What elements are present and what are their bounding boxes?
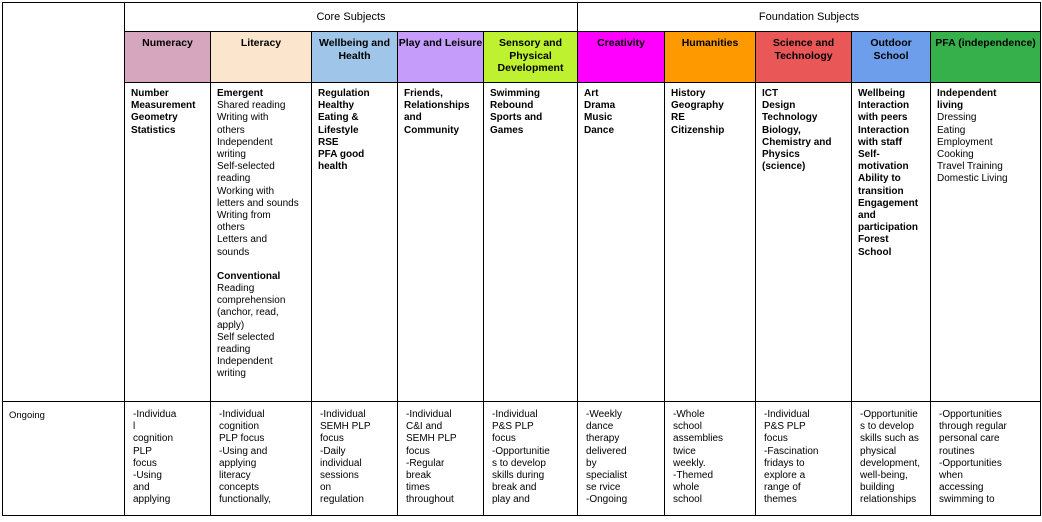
- ongoing-literacy: [211, 402, 312, 516]
- row-label-ongoing: Ongoing: [3, 402, 125, 516]
- content-heading: History Geography RE Citizenship: [671, 88, 725, 136]
- ongoing-humanities: [665, 402, 756, 516]
- ongoing-creativity: [578, 402, 665, 516]
- content-heading: ICT Design Technology Biology, Chemistry and Physics (science): [762, 88, 832, 173]
- content-heading: Friends, Relationships and Community: [404, 88, 470, 136]
- subject-content-play-and-leisure: [398, 83, 484, 402]
- subject-header-numeracy: Numeracy: [125, 32, 211, 83]
- subject-content-sensory-and-physical-development: [484, 83, 578, 402]
- ongoing-text: -Individual P&S PLP focus -Fascination fridays to explore a range of themes: [764, 409, 819, 506]
- content-heading: Regulation Healthy Eating & Lifestyle RSE PFA good health: [318, 88, 370, 173]
- content-heading: Emergent: [217, 88, 264, 99]
- subject-header-sensory-and-physical-development: Sensory and Physical Development: [484, 32, 578, 83]
- content-items: Reading comprehension (anchor, read, apply) Self selected reading Independent writing: [217, 283, 286, 380]
- ongoing-science-and-technology: [756, 402, 852, 516]
- ongoing-pfa-independence: [931, 402, 1041, 516]
- corner-cell: [3, 3, 125, 402]
- content-heading: Independent living: [937, 88, 997, 112]
- subject-header-humanities: Humanities: [665, 32, 756, 83]
- content-heading: Wellbeing Interaction with peers Interaction with staff Self- motivation Ability to transition Engagement and participation Forest School: [858, 88, 919, 258]
- ongoing-text: -Individual C&I and SEMH PLP focus -Regular break times throughout: [406, 409, 457, 506]
- foundation-subjects-header: Foundation Subjects: [578, 3, 1041, 32]
- subject-header-creativity: Creativity: [578, 32, 665, 83]
- content-heading: Number Measurement Geometry Statistics: [131, 88, 196, 136]
- ongoing-row: [3, 402, 1041, 516]
- ongoing-numeracy: [125, 402, 211, 516]
- content-items: Shared reading Writing with others Independent writing Self-selected reading Working with letters and sounds Writing from others Letters and sounds: [217, 100, 299, 258]
- ongoing-outdoor-school: [852, 402, 931, 516]
- ongoing-sensory-and-physical-development: [484, 402, 578, 516]
- content-heading: Conventional: [217, 270, 281, 282]
- subject-content-pfa-independence: [931, 83, 1041, 402]
- ongoing-text: -Individua l cognition PLP focus -Using and applying: [133, 409, 177, 506]
- subject-header-wellbeing-and-health: Wellbeing and Health: [312, 32, 398, 83]
- ongoing-text: -Individual P&S PLP focus -Opportunitie s to develop skills during break and play and: [492, 409, 550, 506]
- ongoing-text: -Opportunities through regular personal care routines -Opportunities when accessing swimming to: [939, 409, 1007, 506]
- ongoing-text: -Individual cognition PLP focus -Using and applying literacy concepts functionally,: [219, 409, 272, 506]
- subject-content-literacy: [211, 83, 312, 402]
- group-header-row: [3, 3, 1041, 32]
- content-heading: Swimming Rebound Sports and Games: [490, 88, 543, 136]
- subject-content-wellbeing-and-health: [312, 83, 398, 402]
- ongoing-text: -Opportunitie s to develop skills such as physical development, well-being, building relationships: [860, 409, 921, 506]
- ongoing-wellbeing-and-health: [312, 402, 398, 516]
- ongoing-text: -Weekly dance therapy delivered by specialist se rvice -Ongoing: [586, 409, 628, 506]
- subject-header-literacy: Literacy: [211, 32, 312, 83]
- ongoing-play-and-leisure: [398, 402, 484, 516]
- subject-header-outdoor-school: Outdoor School: [852, 32, 931, 83]
- content-items: Dressing Eating Employment Cooking Travel Training Domestic Living: [937, 112, 1008, 185]
- ongoing-text: -Individual SEMH PLP focus -Daily individual sessions on regulation: [320, 409, 371, 506]
- subject-header-science-and-technology: Science and Technology: [756, 32, 852, 83]
- content-heading: Art Drama Music Dance: [584, 88, 616, 136]
- subject-content-numeracy: [125, 83, 211, 402]
- subject-header-pfa-independence: PFA (independence): [931, 32, 1041, 83]
- subject-content-science-and-technology: [756, 83, 852, 402]
- core-subjects-header: Core Subjects: [125, 3, 578, 32]
- curriculum-table: [2, 2, 1041, 516]
- ongoing-text: -Whole school assemblies twice weekly. -Themed whole school: [673, 409, 724, 506]
- subject-content-creativity: [578, 83, 665, 402]
- subject-content-row: [3, 83, 1041, 402]
- subject-content-outdoor-school: [852, 83, 931, 402]
- subject-content-humanities: [665, 83, 756, 402]
- subject-header-play-and-leisure: Play and Leisure: [398, 32, 484, 83]
- subject-header-row: [3, 32, 1041, 83]
